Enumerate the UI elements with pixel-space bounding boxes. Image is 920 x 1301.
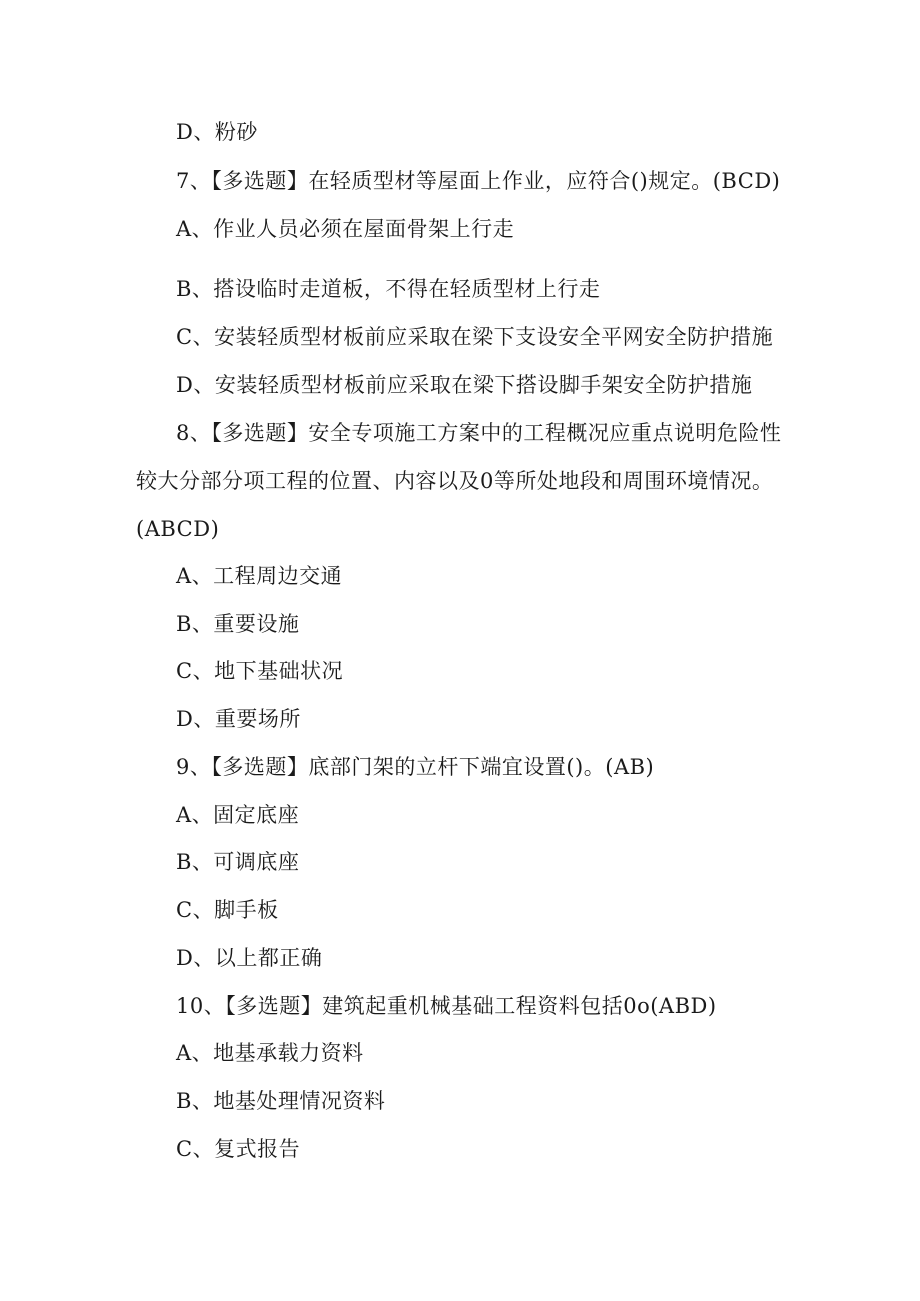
option-7c: C、安装轻质型材板前应采取在梁下支设安全平网安全防护措施 — [176, 325, 774, 349]
option-7d: D、安装轻质型材板前应采取在梁下搭设脚手架安全防护措施 — [176, 373, 753, 397]
option-10c: C、复式报告 — [176, 1137, 301, 1161]
option-9a: A、固定底座 — [176, 803, 300, 827]
question-10: 10、【多选题】建筑起重机械基础工程资料包括0o(ABD) — [176, 994, 717, 1018]
option-7a: A、作业人员必须在屋面骨架上行走 — [176, 217, 515, 241]
option-8d: D、重要场所 — [176, 707, 301, 731]
option-8a: A、工程周边交通 — [176, 564, 343, 588]
question-8-cont: 较大分部分项工程的位置、内容以及0等所处地段和周围环境情况。 — [136, 469, 774, 493]
option-8c: C、地下基础状况 — [176, 659, 344, 683]
option-8b: B、重要设施 — [176, 612, 300, 636]
option-9b: B、可调底座 — [176, 850, 300, 874]
question-8-answer: (ABCD) — [136, 517, 220, 541]
question-9: 9、【多选题】底部门架的立杆下端宜设置()。(AB) — [176, 755, 655, 779]
option-7b: B、搭设临时走道板，不得在轻质型材上行走 — [176, 277, 601, 301]
option-10a: A、地基承载力资料 — [176, 1041, 364, 1065]
option-9d: D、以上都正确 — [176, 946, 323, 970]
option-9c: C、脚手板 — [176, 898, 279, 922]
option-10b: B、地基处理情况资料 — [176, 1089, 386, 1113]
question-8: 8、【多选题】安全专项施工方案中的工程概况应重点说明危险性 — [176, 421, 782, 445]
question-7: 7、【多选题】在轻质型材等屋面上作业，应符合()规定。(BCD) — [176, 169, 781, 193]
option-6d: D、粉砂 — [176, 120, 258, 144]
